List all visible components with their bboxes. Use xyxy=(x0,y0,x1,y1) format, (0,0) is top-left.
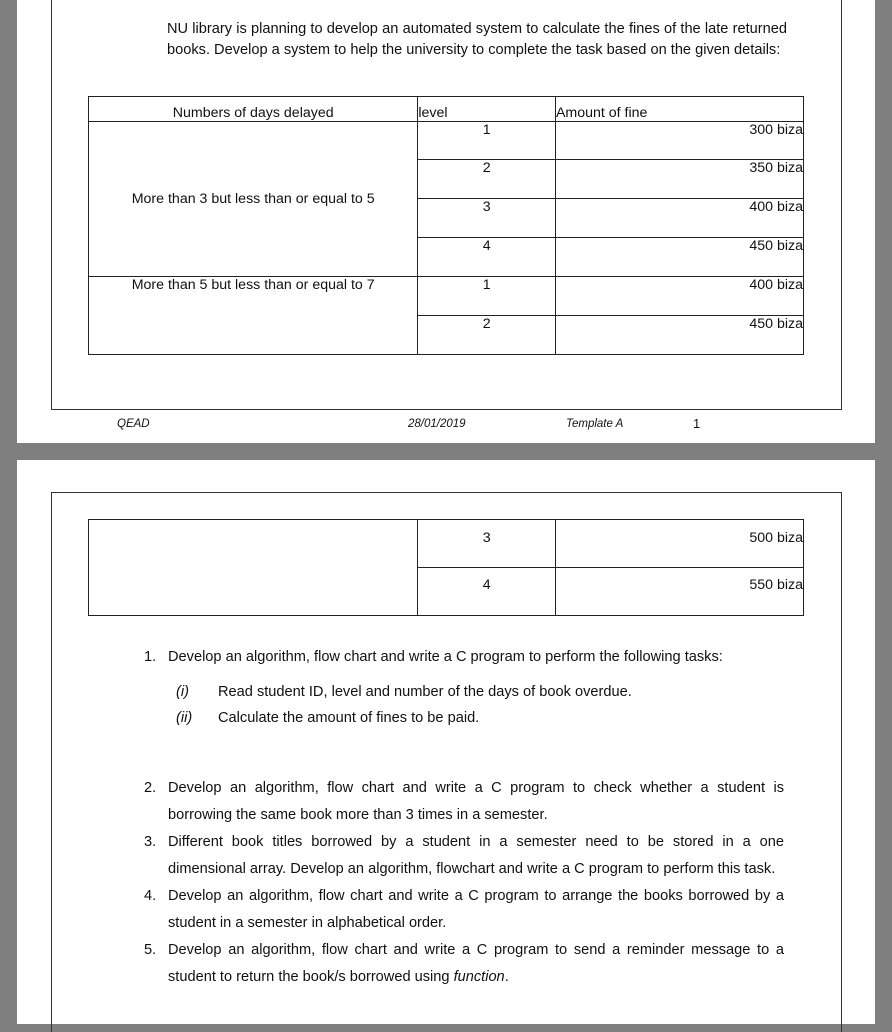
fines-table-continued xyxy=(88,519,804,616)
days-range-cell: More than 3 but less than or equal to 5 xyxy=(89,122,418,277)
header-amount-of-fine: Amount of fine xyxy=(555,97,803,122)
subtask-text: Read student ID, level and number of the days of book overdue. xyxy=(218,684,632,700)
question-text: Develop an algorithm, flow chart and write a C program to arrange the books borrowed by a student in a semester in alphabetical order. xyxy=(168,888,784,931)
fine-cell: 350 biza xyxy=(555,160,803,199)
question-text: Develop an algorithm, flow chart and write a C program to check whether a student is borrowing the same book more than 3 times in a semester. xyxy=(168,780,784,823)
question-text-italic: function xyxy=(453,969,505,985)
level-cell: 3 xyxy=(418,520,556,568)
document-page-2 xyxy=(17,460,875,1024)
question-5 xyxy=(144,937,784,991)
document-page-1 xyxy=(17,0,875,443)
subtask-text: Calculate the amount of fines to be paid. xyxy=(218,710,480,726)
level-cell: 1 xyxy=(418,277,556,316)
question-text: Develop an algorithm, flow chart and write a C program to send a reminder message to a student to return the book/s borrowed using xyxy=(168,942,784,985)
fine-cell: 550 biza xyxy=(555,568,803,616)
question-text-end: . xyxy=(504,969,509,985)
days-range-cell xyxy=(89,520,418,616)
subtask-list xyxy=(168,679,784,731)
footer-page-number: 1 xyxy=(693,416,701,431)
level-cell: 2 xyxy=(418,316,556,355)
question-number: 4. xyxy=(144,888,157,904)
question-text: Different book titles borrowed by a student in a semester need to be stored in a one dimensional array. Develop an algorithm, flowchart and write a C program to perform this task. xyxy=(168,834,784,877)
question-2 xyxy=(144,775,784,829)
subtask-item xyxy=(168,679,784,705)
subtask-item xyxy=(168,705,784,731)
question-number: 1. xyxy=(144,649,157,665)
footer-org: QEAD xyxy=(117,418,150,430)
footer-template: Template A xyxy=(566,418,624,430)
question-1 xyxy=(144,644,784,775)
question-list xyxy=(144,644,784,991)
header-days-delayed: Numbers of days delayed xyxy=(89,97,418,122)
level-cell: 1 xyxy=(418,122,556,160)
fine-cell: 400 biza xyxy=(555,199,803,238)
question-text: Develop an algorithm, flow chart and write a C program to perform the following tasks: xyxy=(168,649,723,665)
level-cell: 4 xyxy=(418,568,556,616)
footer-date: 28/01/2019 xyxy=(408,418,466,430)
question-3 xyxy=(144,829,784,883)
level-cell: 3 xyxy=(418,199,556,238)
fine-cell: 500 biza xyxy=(555,520,803,568)
fine-cell: 450 biza xyxy=(555,238,803,277)
question-number: 3. xyxy=(144,834,157,850)
table-row xyxy=(89,122,804,160)
table-row xyxy=(89,520,804,568)
question-4 xyxy=(144,883,784,937)
fine-cell: 300 biza xyxy=(555,122,803,160)
fine-cell: 450 biza xyxy=(555,316,803,355)
intro-paragraph: NU library is planning to develop an automated system to calculate the fines of the late returned books. Develop a system to help the university to complete the task based on the given details: xyxy=(167,21,787,58)
table-row xyxy=(89,277,804,316)
question-number: 5. xyxy=(144,942,157,958)
level-cell: 4 xyxy=(418,238,556,277)
fines-table xyxy=(88,96,804,355)
level-cell: 2 xyxy=(418,160,556,199)
subtask-number: (ii) xyxy=(176,710,193,726)
header-level: level xyxy=(418,97,556,122)
table-header-row xyxy=(89,97,804,122)
days-range-cell: More than 5 but less than or equal to 7 xyxy=(89,277,418,355)
subtask-number: (i) xyxy=(176,684,189,700)
fine-cell: 400 biza xyxy=(555,277,803,316)
question-number: 2. xyxy=(144,780,157,796)
